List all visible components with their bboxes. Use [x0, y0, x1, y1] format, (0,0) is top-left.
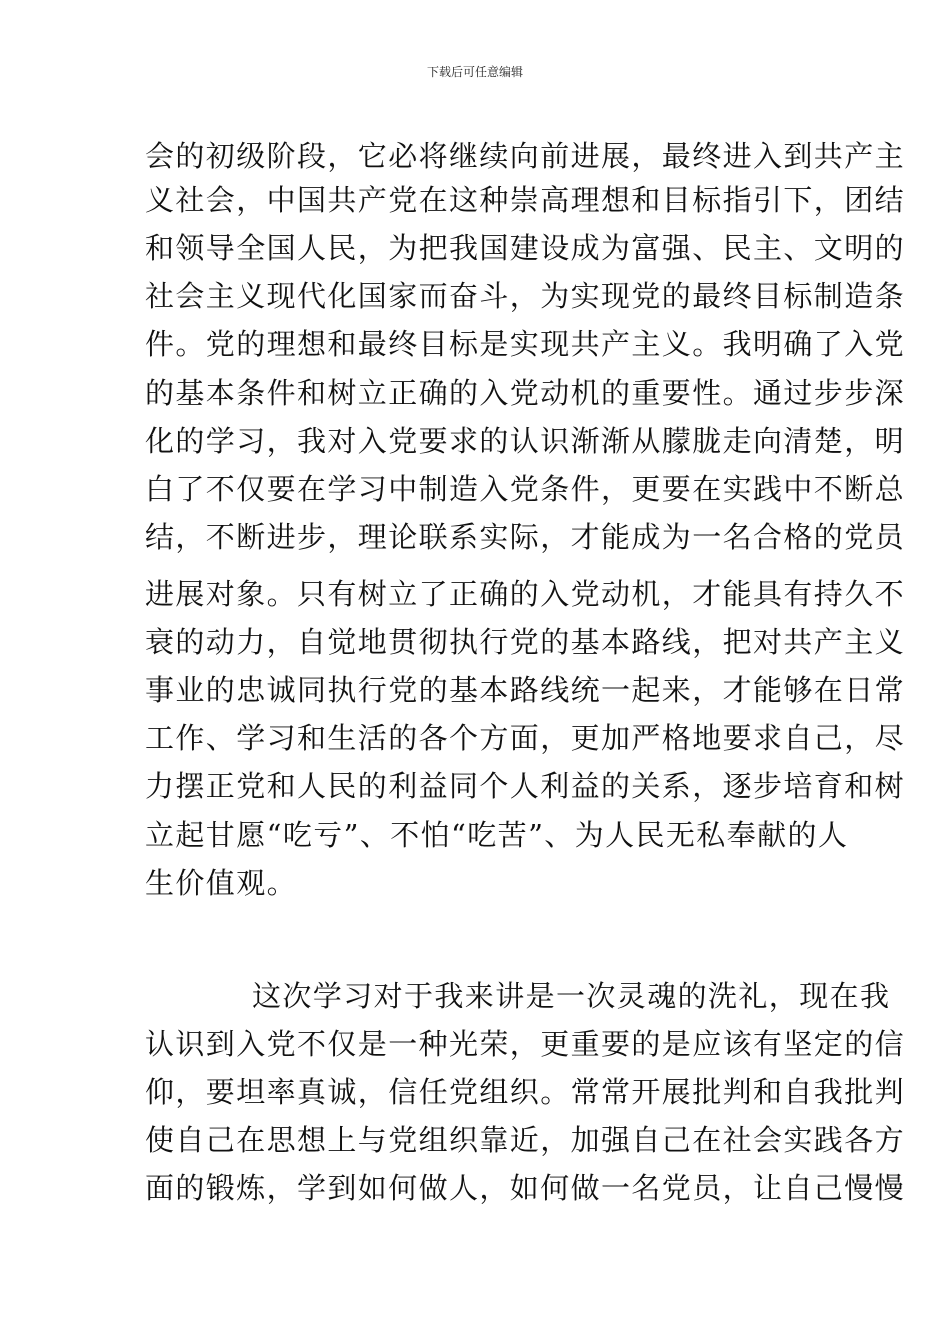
text-line: 面的锻炼，学到如何做人，如何做一名党员，让自己慢慢 — [145, 1171, 906, 1205]
text-line: 力摆正党和人民的利益同个人利益的关系，逐步培育和树 — [145, 769, 906, 803]
text-line: 义社会，中国共产党在这种崇高理想和目标指引下，团结 — [145, 183, 906, 217]
text-line: 的基本条件和树立正确的入党动机的重要性。通过步步深 — [145, 376, 906, 410]
text-line: 生价值观。 — [145, 866, 298, 900]
text-line: 这次学习对于我来讲是一次灵魂的洗礼，现在我 — [252, 979, 891, 1013]
text-line: 白了不仅要在学习中制造入党条件，更要在实践中不断总 — [145, 472, 906, 506]
text-line: 和领导全国人民，为把我国建设成为富强、民主、文明的 — [145, 231, 906, 265]
text-line: 工作、学习和生活的各个方面，更加严格地要求自己，尽 — [145, 721, 906, 755]
page-header: 下载后可任意编辑 — [426, 65, 523, 79]
text-line: 件。党的理想和最终目标是实现共产主义。我明确了入党 — [145, 327, 906, 361]
text-line: 立起甘愿“吃亏”、不怕“吃苦”、为人民无私奉献的人 — [145, 818, 849, 852]
text-line: 会的初级阶段，它必将继续向前进展，最终进入到共产主 — [145, 139, 906, 173]
text-line: 事业的忠诚同执行党的基本路线统一起来，才能够在日常 — [145, 673, 906, 707]
text-line: 结，不断进步，理论联系实际，才能成为一名合格的党员 — [145, 520, 906, 554]
text-line: 使自己在思想上与党组织靠近，加强自己在社会实践各方 — [145, 1123, 906, 1157]
text-line: 化的学习，我对入党要求的认识渐渐从朦胧走向清楚，明 — [145, 424, 906, 458]
text-line: 进展对象。只有树立了正确的入党动机，才能具有持久不 — [145, 577, 906, 611]
text-line: 认识到入党不仅是一种光荣，更重要的是应该有坚定的信 — [145, 1027, 906, 1061]
text-line: 社会主义现代化国家而奋斗，为实现党的最终目标制造条 — [145, 279, 906, 313]
text-line: 衰的动力，自觉地贯彻执行党的基本路线，把对共产主义 — [145, 625, 906, 659]
text-line: 仰，要坦率真诚，信任党组织。常常开展批判和自我批判 — [145, 1075, 906, 1109]
